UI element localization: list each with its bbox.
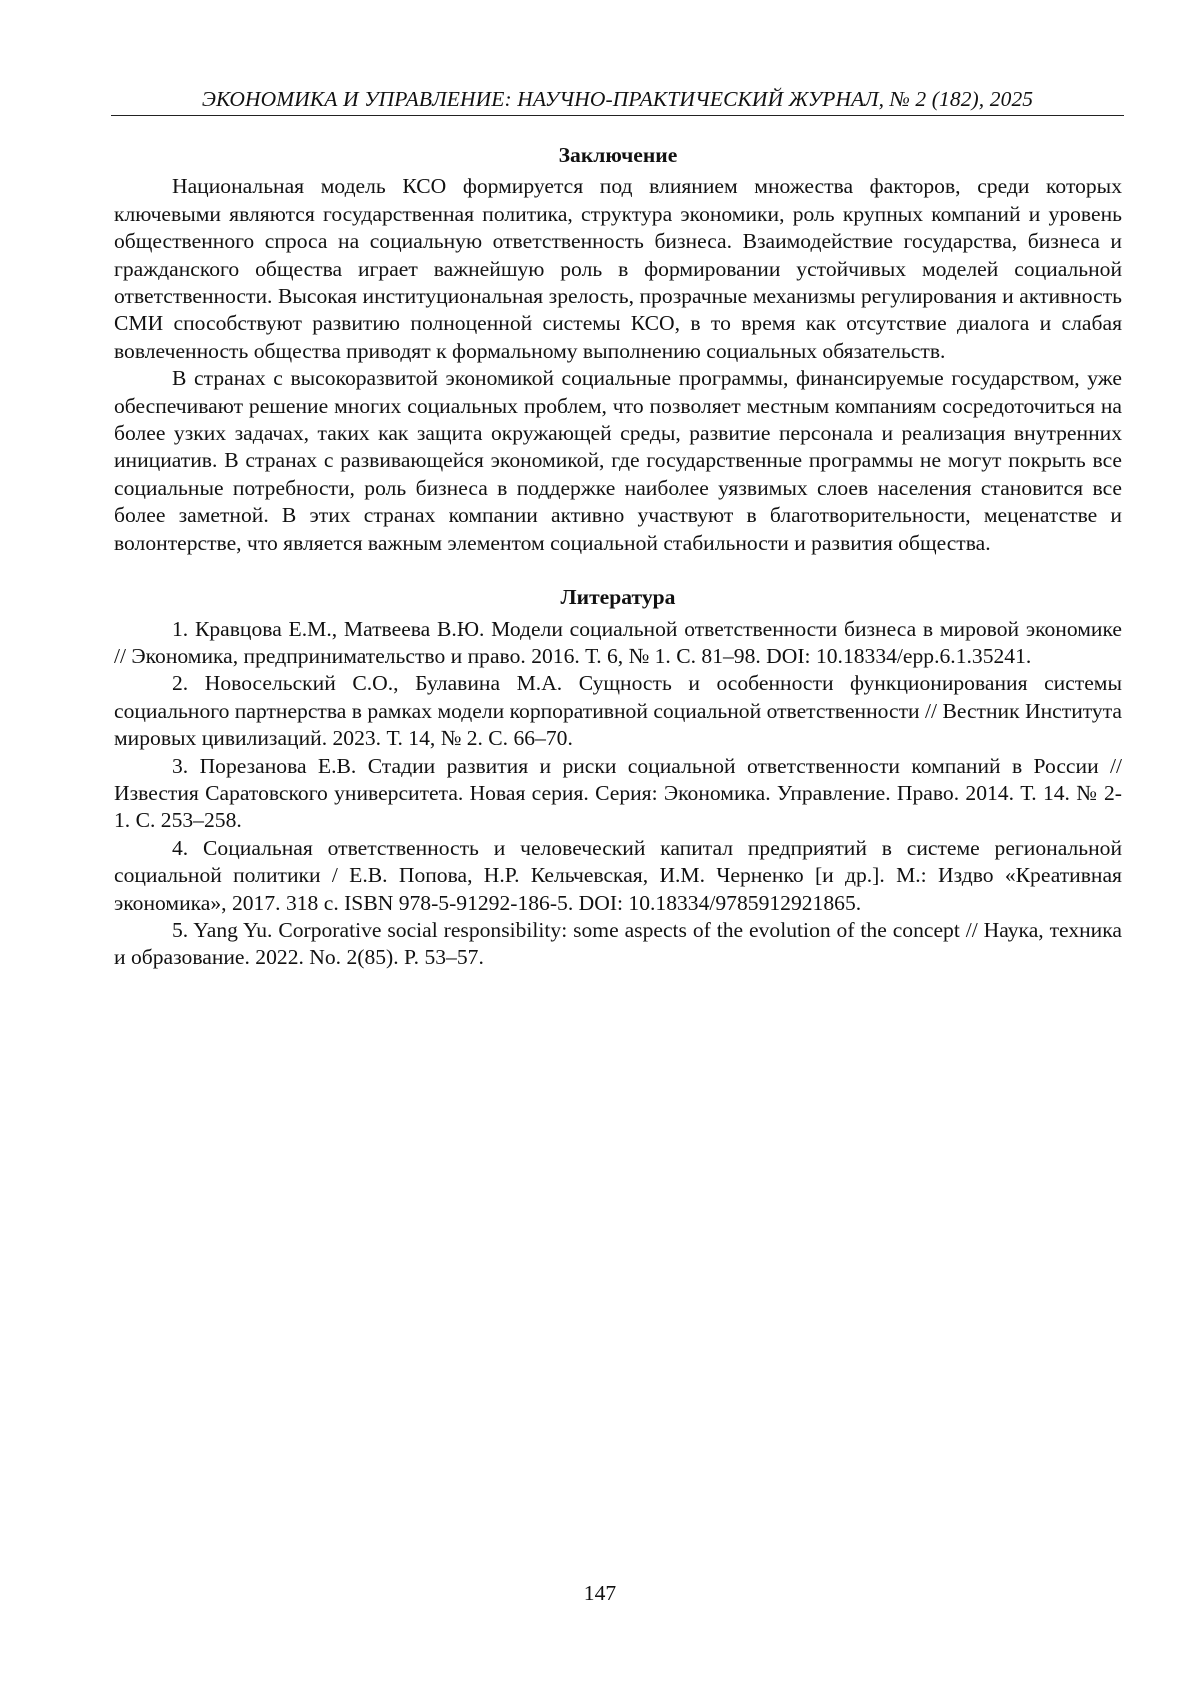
reference-list xyxy=(114,616,1122,972)
reference-item-3: 3. Порезанова Е.В. Стадии развития и риски социальной ответственности компаний в России // Известия Саратовского университета. Новая серия. Серия: Экономика. Управление. Право. 2014. Т. 14. № 2-1. С. 253–258. xyxy=(114,753,1122,833)
section-spacer xyxy=(114,557,1122,584)
header-rule xyxy=(111,115,1124,116)
reference-item-5: 5. Yang Yu. Corporative social responsibility: some aspects of the evolution of the concept // Наука, техника и образование. 2022. No. 2(85). P. 53–57. xyxy=(114,917,1122,970)
reference-item-2: 2. Новосельский С.О., Булавина М.А. Сущность и особенности функционирования системы социального партнерства в рамках модели корпоративной социальной ответственности // Вестник Института мировых цивилизаций. 2023. Т. 14, № 2. С. 66–70. xyxy=(114,671,1122,751)
reference-item-1: 1. Кравцова Е.М., Матвеева В.Ю. Модели социальной ответственности бизнеса в мировой экономике // Экономика, предпринимательство и право. 2016. Т. 6, № 1. С. 81–98. DOI: 10.18334/epp.6.1.35241. xyxy=(114,616,1122,668)
references-heading: Литература xyxy=(560,585,676,610)
conclusion-paragraph-1: Национальная модель КСО формируется под влиянием множества факторов, среди которых ключевыми являются государственная политика, структура экономики, роль крупных компаний и уровень общественного спроса на социальную ответственность бизнеса. Взаимодействие государства, бизнеса и гражданского общества играет важнейшую роль в формировании устойчивых моделей социальной ответственности. Высокая институциональная зрелость, прозрачные механизмы регулирования и активность СМИ способствуют развитию полноценной системы КСО, в то время как отсутствие диалога и слабая вовлеченность общества приводят к формальному выполнению социальных обязательств. xyxy=(114,174,1122,363)
page-number: 147 xyxy=(583,1581,617,1605)
running-header: ЭКОНОМИКА И УПРАВЛЕНИЕ: НАУЧНО-ПРАКТИЧЕСКИЙ ЖУРНАЛ, № 2 (182), 2025 xyxy=(201,87,1034,111)
conclusion-paragraph-2: В странах с высокоразвитой экономикой социальные программы, финансируемые государством, уже обеспечивают решение многих социальных проблем, что позволяет местным компаниям сосредоточиться на более узких задачах, таких как защита окружающей среды, развитие персонала и реализация внутренних инициатив. В странах с развивающейся экономикой, где государственные программы не могут покрыть все социальные потребности, роль бизнеса в поддержке наиболее уязвимых слоев населения становится все более заметной. В этих странах компании активно участвуют в благотворительности, меценатстве и волонтерстве, что является важным элементом социальной стабильности и развития общества. xyxy=(114,366,1122,555)
reference-item-4: 4. Социальная ответственность и человеческий капитал предприятий в системе региональной социальной политики / Е.В. Попова, Н.Р. Кельчевская, И.М. Черненко [и др.]. М.: Издво «Креативная экономика», 2017. 318 с. ISBN 978-5-91292-186-5. DOI: 10.18334/9785912921865. xyxy=(114,835,1122,915)
article-body xyxy=(114,142,1122,972)
conclusion-heading: Заключение xyxy=(558,143,678,167)
